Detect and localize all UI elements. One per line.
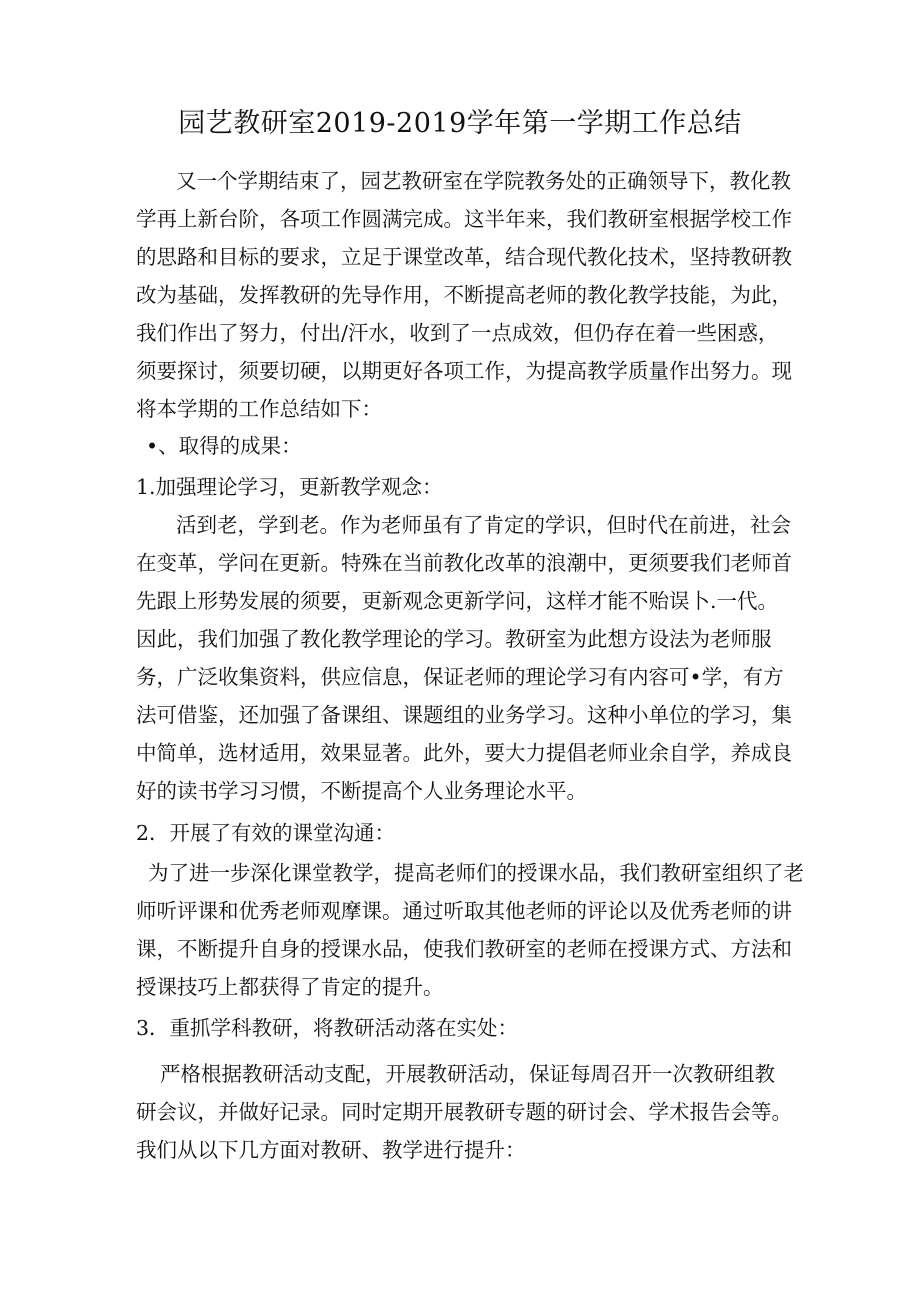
paragraph-line: 务，广泛收集资料，供应信息，保证老师的理论学习有内容可•学，有方: [136, 665, 784, 689]
paragraph-line: 须要探讨，须要切硬，以期更好各项工作，为提高教学质量作出努力。现: [136, 359, 792, 383]
paragraph-line: 活到老，学到老。作为老师虽有了肯定的学识，但时代在前进，社会: [176, 513, 791, 537]
paragraph-line: 好的读书学习习惯，不断提高个人业务理论水平。: [136, 779, 587, 803]
paragraph-line: 我们作出了努力，付出/汗水，收到了一点成效，但仍存在着一些困惑，: [136, 321, 779, 345]
document-title: 园艺教研室2019-2019学年第一学期工作总结: [178, 108, 742, 139]
paragraph-line: 先跟上形势发展的须要，更新观念更新学问，这样才能不贻误卜.一代。: [136, 589, 779, 613]
paragraph-line: 中简单，选材适用，效果显著。此外，要大力提倡老师业余自学，养成良: [136, 741, 792, 765]
paragraph-line: 因此，我们加强了教化教学理论的学习。教研室为此想方设法为老师服: [136, 627, 772, 651]
paragraph-line: 在变革，学问在更新。特殊在当前教化改革的浪潮中，更须要我们老师首: [136, 551, 792, 575]
paragraph-line: 改为基础，发挥教研的先导作用，不断提高老师的教化教学技能，为此，: [136, 283, 792, 307]
paragraph-line: 严格根据教研活动支配，开展教研活动，保证每周召开一次教研组教: [160, 1062, 775, 1086]
paragraph-line: 我们从以下几方面对教研、教学进行提升：: [136, 1138, 526, 1162]
paragraph-line: 法可借鉴，还加强了备课组、课题组的业务学习。这种小单位的学习，集: [136, 703, 792, 727]
subsection-heading: 3．重抓学科教研，将教研活动落在实处：: [136, 1016, 519, 1040]
paragraph-line: 的思路和目标的要求，立足于课堂改革，结合现代教化技术，坚持教研教: [136, 245, 792, 269]
paragraph-line: 又一个学期结束了，园艺教研室在学院教务处的正确领导下，教化教: [176, 169, 791, 193]
subsection-heading: 1.加强理论学习，更新教学观念：: [136, 475, 443, 499]
subsection-heading: 2．开展了有效的课堂沟通：: [136, 821, 396, 845]
paragraph-line: 师听评课和优秀老师观摩课。通过听取其他老师的评论以及优秀老师的讲: [136, 899, 792, 923]
paragraph-line: 学再上新台阶，各项工作圆满完成。这半年来，我们教研室根据学校工作: [136, 207, 792, 231]
paragraph-line: 研会议，并做好记录。同时定期开展教研专题的研讨会、学术报告会等。: [136, 1100, 792, 1124]
paragraph-line: 将本学期的工作总结如下：: [136, 397, 382, 421]
section-heading: •、取得的成果：: [146, 434, 302, 458]
paragraph-line: 课，不断提升自身的授课水品，使我们教研室的老师在授课方式、方法和: [136, 937, 792, 961]
paragraph-line: 授课技巧上都获得了肯定的提升。: [136, 975, 444, 999]
paragraph-line: 为了进一步深化课堂教学，提高老师们的授课水品，我们教研室组织了老: [148, 861, 804, 885]
